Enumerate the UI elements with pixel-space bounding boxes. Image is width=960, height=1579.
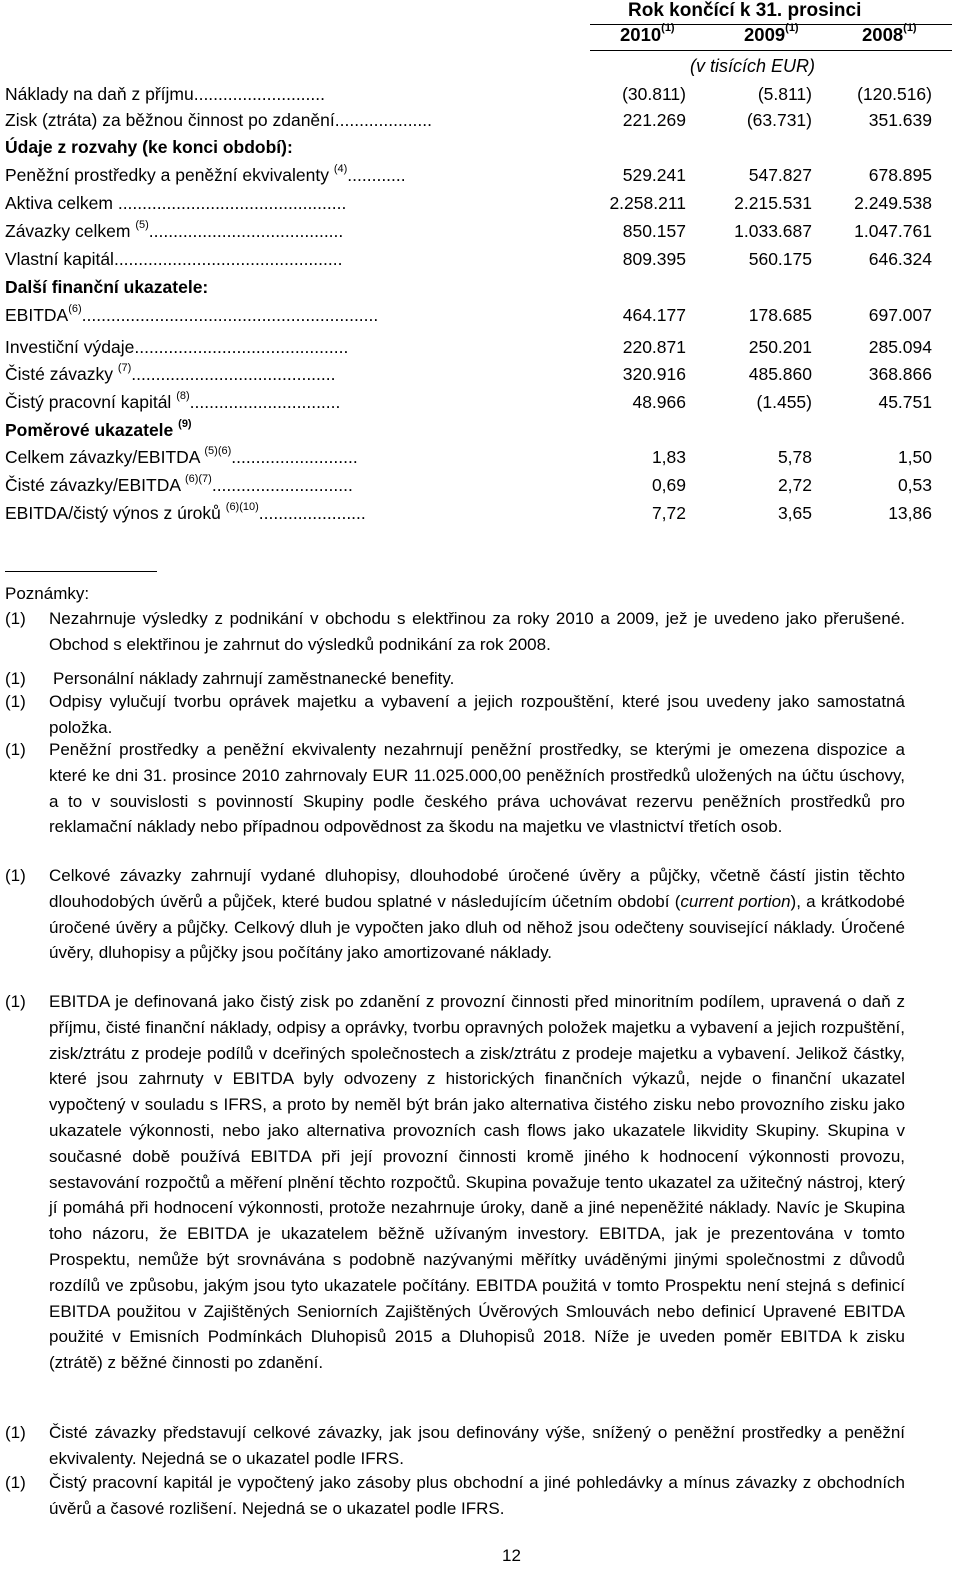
unit-label: (v tisících EUR) — [690, 56, 816, 76]
table-row: Čisté závazky/EBITDA $^{(6)(7)}$............................. 0,69 2,72 0,53 — [5, 473, 932, 495]
table-row: Čisté závazky $^{(7)}$.......................................... 320.916 485.860 368.866 — [5, 362, 932, 384]
table-row: Investiční výdaje............................................ 220.871 250.201 285.094 — [5, 337, 932, 357]
table-row: EBITDA/čistý výnos z úroků $^{(6)(10)}$...................... 7,72 3,65 13,86 — [5, 501, 932, 523]
table-row: Aktiva celkem ............................................... 2.258.211 2.215.531 2.249.538 — [5, 193, 932, 213]
header-rule-bottom — [590, 50, 952, 51]
table-row: Čistý pracovní kapitál $^{(8)}$............................... 48.966 (1.455) 45.751 — [5, 390, 932, 412]
note-item: (1) Nezahrnuje výsledky z podnikání v obchodu s elektřinou za roky 2010 a 2009, jež je uvedeno jako přerušené. Obchod s elektřinou je zahrnut do výsledků podnikání za rok 2008. — [5, 609, 905, 654]
section-heading: Údaje z rozvahy (ke konci období): — [5, 137, 293, 157]
footnote-rule — [5, 571, 157, 572]
note-item: (1) Peněžní prostředky a peněžní ekvivalenty nezahrnují peněžní prostředky, se kterými je omezena dispozice a které ke dni 31. prosince 2010 zahrnovaly EUR 11.025.000,00 peněžních prostředků uložených na účtu úschovy, a to v souvislosti s povinností Skupiny podle českého práva uchovávat rezervu peněžních prostředků pro reklamační náklady nebo případnou odpovědnost za škodu na majetku ve vlastnictví třetích osob. — [5, 740, 905, 837]
table-row: Peněžní prostředky a peněžní ekvivalenty $^{(4)}$............ 529.241 547.827 678.895 — [5, 163, 932, 185]
section-heading: Další finanční ukazatele: — [5, 277, 209, 297]
year-2008-header: 2008$^{(1)}$ — [862, 22, 917, 45]
note-item: (1) EBITDA je definovaná jako čistý zisk po zdanění z provozní činnosti před minoritním podílem, upravená o daň z příjmu, čisté finanční náklady, odpisy a oprávky, tvorbu opravných položek majetku a vybavení a jejich rozpuštění, zisk/ztrátu z prodeje podílů v dceřiných společnostech a zisk/ztrátu z prodeje majetku a vybavení. Jelikož částky, které jsou zahrnuty v EBITDA byly odvozeny z historických finančních výkazů, nejde o finanční ukazatel vypočtený v souladu s IFRS, a proto by neměl být brán jako alternativa čistého zisku nebo provozního zisku jako ukazatele výkonnosti, nebo jako alternativa provozních cash flows jako ukazatele likvidity Skupiny. Skupina v současné době používá EBITDA při její provozní činnosti kromě jiného k hodnocení výkonnosti provozu, sestavování rozpočtů a měření plnění těchto rozpočtů. Skupina považuje tento ukazatel za užitečný nástroj, který jí pomáhá při hodnocení výkonnosti, protože nezahrnuje úroky, daně a jiné nepeněžité náklady. Navíc je Skupina toho názoru, že EBITDA je ukazatelem běžně užívaným investory. EBITDA, jak je prezentována v tomto Prospektu, nemůže být srovnávána s podobně nazývanými měřítky uváděnými jinými společnostmi z důvodů rozdílů ve způsobu, jakým jsou tyto ukazatele počítány. EBITDA použitá v tomto Prospektu není stejná s definicí EBITDA použitou v Zajištěných Seniorních Zajištěných Úvěrových Smlouvách nebo definicí Upravené EBITDA použité v Emisních Podmínkách Dluhopisů 2015 a Dluhopisů 2018. Níže je uveden poměr EBITDA k zisku (ztrátě) z běžné činnosti po zdanění. — [5, 992, 905, 1373]
table-row: Náklady na daň z příjmu........................... (30.811) (5.811) (120.516) — [5, 84, 932, 104]
table-row: Celkem závazky/EBITDA $^{(5)(6)}$.......................... 1,83 5,78 1,50 — [5, 445, 932, 467]
note-item: (1) Odpisy vylučují tvorbu oprávek majetku a vybavení a jejich rozpouštění, které jsou uvedeny jako samostatná položka. — [5, 692, 905, 737]
page-number: 12 — [502, 1546, 521, 1565]
table-row: Zisk (ztráta) za běžnou činnost po zdanění.................... 221.269 (63.731) 351.639 — [5, 110, 932, 130]
table-row: EBITDA$^{(6)}$............................................................. 464.177 178.685 697.007 — [5, 303, 932, 325]
year-2009-header: 2009$^{(1)}$ — [744, 22, 799, 45]
section-heading: Poměrové ukazatele $^{(9)}$ — [5, 418, 192, 440]
note-item: (1) Čisté závazky představují celkové závazky, jak jsou definovány výše, snížený o peněžní prostředky a peněžní ekvivalenty. Nejedná se o ukazatel podle IFRS. — [5, 1423, 905, 1468]
note-item: (1) Celkové závazky zahrnují vydané dluhopisy, dlouhodobé úročené úvěry a půjčky, včetně částí jistin těchto dlouhodobých úvěrů a půjček, které budou splatné v následujícím účetním období (current portion), a krátkodobé úročené úvěry a půjčky. Celkový dluh je vypočten jako dluh od něhož jsou odečteny související náklady. Úročené úvěry, dluhopisy a půjčky jsou počítány jako amortizované náklady. — [5, 866, 905, 963]
note-item: (1) Personální náklady zahrnují zaměstnanecké benefity. — [5, 669, 455, 688]
note-item: (1) Čistý pracovní kapitál je vypočtený jako zásoby plus obchodní a jiné pohledávky a mínus závazky z obchodních úvěrů a časové rozlišení. Nejedná se o ukazatel podle IFRS. — [5, 1473, 905, 1518]
year-2010-header: 2010$^{(1)}$ — [620, 22, 675, 45]
notes-title: Poznámky: — [5, 584, 90, 603]
period-heading: Rok končící k 31. prosinci — [628, 0, 862, 21]
table-row: Závazky celkem $^{(5)}$........................................ 850.157 1.033.687 1.047.761 — [5, 219, 932, 241]
table-row: Vlastní kapitál............................................... 809.395 560.175 646.324 — [5, 249, 932, 269]
